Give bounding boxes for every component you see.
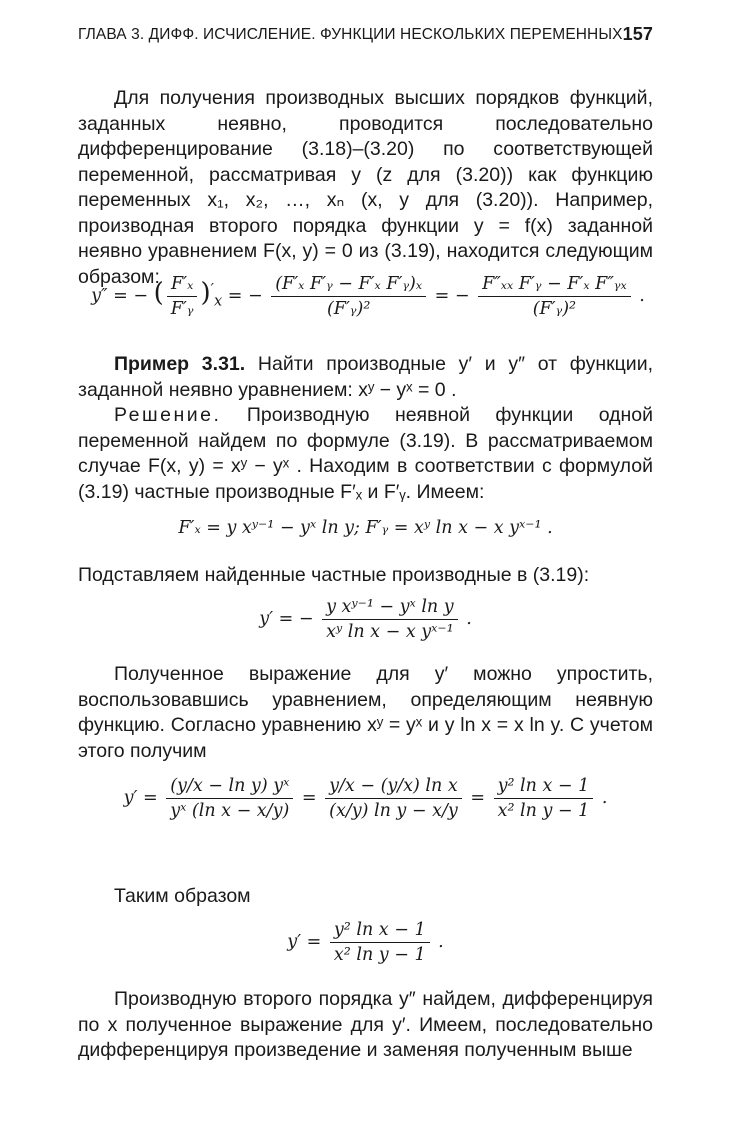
f1-mid-num: (F′ₓ F′ᵧ − F′ₓ F′ᵧ)ₓ bbox=[271, 274, 426, 297]
f4-c-den: x² ln y − 1 bbox=[497, 801, 590, 821]
solution-text: Производную неявной функции одной переменной найдем по формуле (3.19). В рассматриваемом случае F(x, y) = xʸ − yˣ . Находим в соответствии с формулой (3.19) частные производные F′ₓ и F′ᵧ. Имеем: bbox=[78, 404, 653, 503]
formula-second-derivative: y″ = − ( $\frac{\text{F′ₓ}}{\text{F′ᵧ}}$ )$'_x$ = − $\frac{\text{(F′ₓ F′ᵧ − F′ₓ F′ᵧ)ₓ}}{\text{(F′ᵧ)²}}$ = − $\frac{\text{F″ₓₓ F′ᵧ − F′ₓ F″ᵧₓ}}{\text{(F′ᵧ)²}}$ . bbox=[91, 274, 645, 319]
f4-b-num: y/x − (y/x) ln x bbox=[325, 776, 462, 799]
f5-den: x² ln y − 1 bbox=[333, 945, 426, 965]
f3-den: xʸ ln x − x yˣ⁻¹ bbox=[326, 622, 454, 642]
formula-first-derivative: y′ = − $\frac{\text{y xʸ⁻¹ − yˣ ln y}}{\text{xʸ ln x − x yˣ⁻¹}}$ . bbox=[259, 597, 472, 642]
f3-num: y xʸ⁻¹ − yˣ ln y bbox=[322, 597, 458, 620]
substitute-line: Подставляем найденные частные производные в (3.19): bbox=[78, 564, 590, 586]
f1-rhs-num: F″ₓₓ F′ᵧ − F′ₓ F″ᵧₓ bbox=[478, 274, 631, 297]
f5-num: y² ln x − 1 bbox=[330, 920, 430, 943]
example-text: Найти производные y′ и y″ от функции, заданной неявно уравнением: xʸ − yˣ = 0 . bbox=[78, 353, 654, 401]
solution-paragraph bbox=[78, 403, 653, 505]
f1-paren-num: F′ₓ bbox=[167, 274, 197, 297]
f1-paren-den: F′ᵧ bbox=[170, 299, 194, 319]
f3-lhs: y′ = − bbox=[259, 609, 314, 629]
f1-mid-den: (F′ᵧ)² bbox=[326, 299, 371, 319]
example-label: Пример 3.31. bbox=[114, 353, 246, 375]
f5-lhs: y′ = bbox=[287, 932, 322, 952]
f4-lhs: y′ = bbox=[123, 788, 158, 808]
formula-simplification: y′ = $\frac{\text{(y/x − ln y) yˣ}}{\text{yˣ (ln x − x/y)}}$ = $\frac{\text{y/x − (y/x) ln x}}{\text{(x/y) ln y − x/y}}$ = $\frac{\text{y² ln x − 1}}{\text{x² ln y − 1}}$ . bbox=[123, 776, 608, 821]
running-header bbox=[78, 26, 653, 50]
f4-a-num: (y/x − ln y) yˣ bbox=[166, 776, 293, 799]
chapter-title: ГЛАВА 3. ДИФФ. ИСЧИСЛЕНИЕ. ФУНКЦИИ НЕСКОЛЬКИХ ПЕРЕМЕННЫХ bbox=[78, 26, 623, 43]
f4-a-den: yˣ (ln x − x/y) bbox=[170, 801, 290, 821]
formula-partials: F′ₓ = y xʸ⁻¹ − yˣ ln y; F′ᵧ = xʸ ln x − x yˣ⁻¹ . bbox=[178, 518, 553, 538]
formula-result: y′ = $\frac{\text{y² ln x − 1}}{\text{x² ln y − 1}}$ . bbox=[287, 920, 444, 965]
solution-label: Решение. bbox=[114, 404, 222, 426]
example-block bbox=[78, 352, 653, 403]
f1-paren-sub: x bbox=[213, 292, 223, 310]
thus-line: Таким образом bbox=[114, 885, 251, 907]
f4-b-den: (x/y) ln y − x/y bbox=[329, 801, 458, 821]
intro-paragraph: Для получения производных высших порядков функций, заданных неявно, проводится последовательно дифференцирование (3.18)–(3.20) по соответствующей переменной, рассматривая y (z для (3.20)) как функцию переменных x₁, x₂, …, xₙ (x, y для (3.20)). Например, производная второго порядка функции y = f(x) заданной неявно уравнением F(x, y) = 0 из (3.19), находится следующим образом: bbox=[78, 87, 653, 288]
second-derivative-paragraph: Производную второго порядка y″ найдем, дифференцируя по x полученное выражение для y′. Имеем, последовательно дифференцируя произведение и заменяя полученным выше bbox=[78, 988, 653, 1061]
page-number: 157 bbox=[622, 24, 653, 44]
f1-rhs-den: (F′ᵧ)² bbox=[532, 299, 577, 319]
simplify-paragraph: Полученное выражение для y′ можно упростить, воспользовавшись уравнением, определяющим неявную функцию. Согласно уравнению xʸ = yˣ и y ln x = x ln y. С учетом этого получим bbox=[78, 663, 653, 762]
f1-lhs: y″ = − bbox=[91, 286, 149, 306]
f4-c-num: y² ln x − 1 bbox=[494, 776, 594, 799]
